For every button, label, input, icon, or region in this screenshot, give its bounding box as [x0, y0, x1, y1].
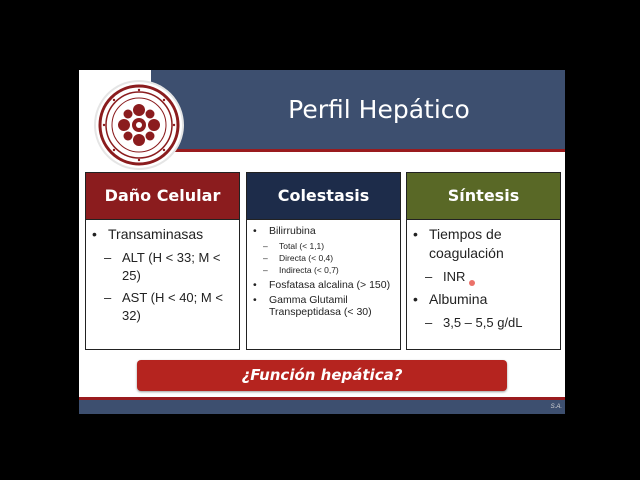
sub-list-item: – INR	[413, 268, 554, 286]
list-item: • Albumina	[413, 290, 554, 309]
sub-list-item: – AST (H < 40; M < 32)	[92, 289, 233, 325]
column-sintesis	[406, 172, 561, 350]
slide-title: Perfil Hepático	[288, 95, 470, 124]
list-item: • Tiempos de coagulación	[413, 225, 554, 263]
question-banner: ¿Función hepática?	[137, 360, 507, 391]
footer-bar	[79, 400, 565, 414]
sub-list-item: – ALT (H < 33; M < 25)	[92, 249, 233, 285]
university-seal-icon	[96, 82, 182, 168]
slide	[79, 70, 565, 414]
sub-list-item: – 3,5 – 5,5 g/dL	[413, 314, 554, 332]
pointer-cursor	[469, 280, 475, 286]
column-header: Colestasis	[247, 173, 400, 220]
sub-list-item: – Directa (< 0,4)	[253, 252, 394, 264]
footer-initials: S.A.	[550, 404, 562, 410]
column-dano-celular	[85, 172, 240, 350]
column-header: Síntesis	[407, 173, 560, 220]
sub-list-item: – Indirecta (< 0,7)	[253, 264, 394, 276]
header-accent-stripe	[151, 149, 565, 152]
list-item: • Fosfatasa alcalina (> 150)	[253, 279, 394, 291]
column-header: Daño Celular	[86, 173, 239, 220]
list-item: • Transaminasas	[92, 225, 233, 244]
list-item: • Gamma Glutamil Transpeptidasa (< 30)	[253, 294, 394, 318]
column-colestasis	[246, 172, 401, 350]
list-item: • Bilirrubina	[253, 225, 394, 237]
sub-list-item: – Total (< 1,1)	[253, 240, 394, 252]
